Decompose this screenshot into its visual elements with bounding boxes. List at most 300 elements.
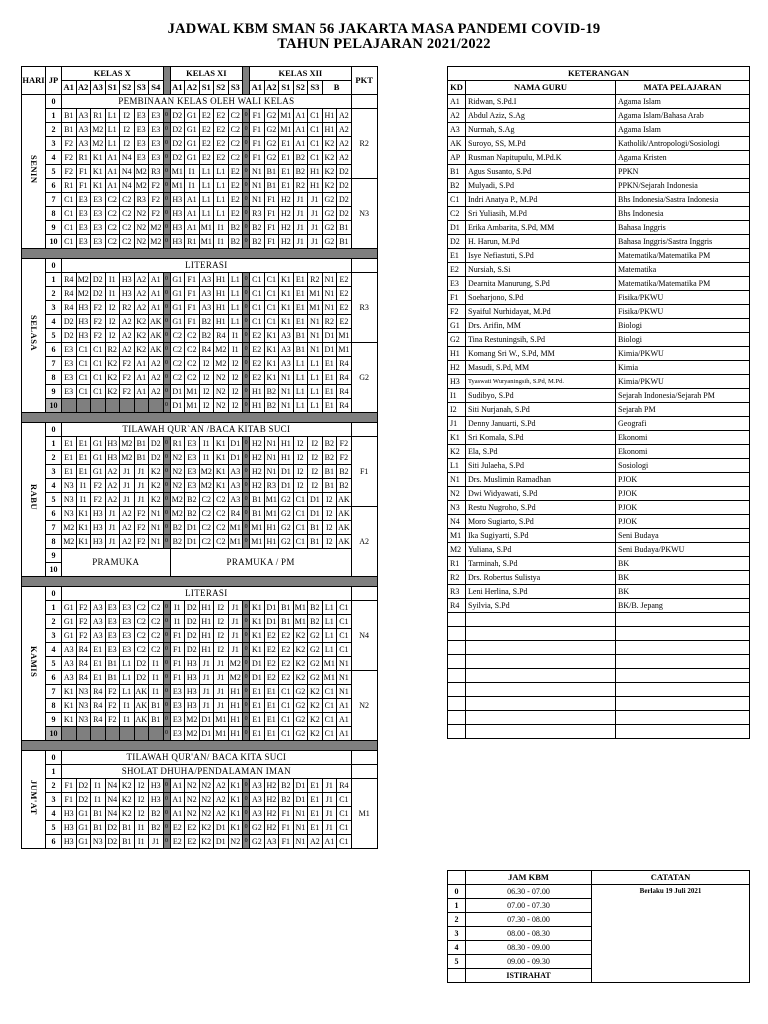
class-cell: C1 bbox=[279, 713, 294, 727]
jp-number: 1 bbox=[46, 273, 62, 287]
teacher-subject: Biologi bbox=[616, 333, 750, 347]
class-cell: C2 bbox=[105, 235, 120, 249]
sep-cell: 0 bbox=[163, 315, 170, 329]
class-cell: E3 bbox=[105, 643, 120, 657]
class-cell: N1 bbox=[149, 521, 164, 535]
schedule-row bbox=[22, 521, 378, 535]
teacher-code: H2 bbox=[448, 361, 466, 375]
empty-cell bbox=[448, 725, 466, 739]
teacher-subject: Ekonomi bbox=[616, 431, 750, 445]
jp-number: 3 bbox=[46, 137, 62, 151]
class-cell: N4 bbox=[105, 807, 120, 821]
class-cell: L1 bbox=[120, 657, 135, 671]
class-cell: C1 bbox=[308, 123, 323, 137]
class-cell: F1 bbox=[264, 207, 279, 221]
sep-cell: 0 bbox=[243, 179, 250, 193]
class-cell: E3 bbox=[76, 221, 91, 235]
class-cell: R4 bbox=[76, 657, 91, 671]
class-cell: H3 bbox=[62, 835, 77, 849]
empty-cell bbox=[448, 683, 466, 697]
class-cell: L1 bbox=[214, 207, 229, 221]
class-cell: J1 bbox=[149, 835, 164, 849]
schedule-row bbox=[22, 137, 378, 151]
teacher-row bbox=[448, 207, 750, 221]
teacher-table bbox=[447, 66, 750, 739]
class-cell: K2 bbox=[293, 643, 308, 657]
pkt-cell: N4 bbox=[351, 601, 377, 671]
empty-row bbox=[448, 697, 750, 711]
class-cell bbox=[62, 727, 77, 741]
class-cell: A2 bbox=[214, 779, 229, 793]
class-cell: B2 bbox=[308, 615, 323, 629]
teacher-code: N4 bbox=[448, 515, 466, 529]
class-cell: E1 bbox=[91, 643, 106, 657]
class-cell: C2 bbox=[134, 601, 149, 615]
class-cell: E3 bbox=[91, 221, 106, 235]
class-cell: K2 bbox=[322, 151, 337, 165]
class-cell: R4 bbox=[76, 671, 91, 685]
class-cell: F1 bbox=[170, 671, 185, 685]
class-cell: F2 bbox=[120, 357, 135, 371]
class-cell: R1 bbox=[76, 151, 91, 165]
class-cell: G1 bbox=[185, 151, 200, 165]
schedule-row bbox=[22, 451, 378, 465]
class-cell: J1 bbox=[214, 657, 229, 671]
class-cell: G2 bbox=[293, 699, 308, 713]
class-cell: K2 bbox=[134, 329, 149, 343]
teacher-code: J1 bbox=[448, 417, 466, 431]
empty-row bbox=[448, 669, 750, 683]
class-cell: H3 bbox=[76, 315, 91, 329]
class-cell: A3 bbox=[250, 807, 265, 821]
class-cell: L1 bbox=[293, 357, 308, 371]
schedule-row bbox=[22, 301, 378, 315]
teacher-row bbox=[448, 501, 750, 515]
sep-cell: 0 bbox=[163, 821, 170, 835]
class-cell: N1 bbox=[250, 165, 265, 179]
class-cell: F1 bbox=[264, 235, 279, 249]
class-cell: E1 bbox=[293, 315, 308, 329]
class-cell: N1 bbox=[337, 657, 352, 671]
class-cell: C1 bbox=[293, 507, 308, 521]
jp-number: 6 bbox=[46, 179, 62, 193]
class-cell: N4 bbox=[105, 779, 120, 793]
empty-cell bbox=[616, 725, 750, 739]
class-cell: H2 bbox=[279, 207, 294, 221]
class-cell: D2 bbox=[185, 629, 200, 643]
class-cell: D2 bbox=[149, 437, 164, 451]
class-cell: G1 bbox=[62, 601, 77, 615]
teacher-code: AP bbox=[448, 151, 466, 165]
class-cell: E2 bbox=[214, 151, 229, 165]
class-cell: H1 bbox=[322, 109, 337, 123]
class-cell: K2 bbox=[293, 657, 308, 671]
class-cell: K2 bbox=[322, 137, 337, 151]
class-cell: E2 bbox=[199, 137, 214, 151]
class-code-header: A1 bbox=[250, 81, 265, 95]
class-cell: B1 bbox=[293, 343, 308, 357]
day-name: RABU bbox=[29, 484, 39, 511]
separator-cell bbox=[22, 249, 378, 259]
class-cell: E1 bbox=[322, 371, 337, 385]
class-cell: G2 bbox=[250, 835, 265, 849]
class-cell: N1 bbox=[293, 821, 308, 835]
class-cell: G2 bbox=[279, 521, 294, 535]
pkt-cell: A2 bbox=[351, 507, 377, 577]
sep-cell: 0 bbox=[243, 371, 250, 385]
teacher-subject: Sejarah PM bbox=[616, 403, 750, 417]
schedule-row bbox=[22, 95, 378, 109]
teacher-code: E2 bbox=[448, 263, 466, 277]
class-cell: B1 bbox=[322, 465, 337, 479]
class-cell: G1 bbox=[76, 835, 91, 849]
teacher-row bbox=[448, 165, 750, 179]
istirahat-label: ISTIRAHAT bbox=[466, 969, 592, 983]
class-cell: D2 bbox=[105, 835, 120, 849]
class-cell: H3 bbox=[170, 207, 185, 221]
class-cell: A3 bbox=[250, 779, 265, 793]
class-cell: C1 bbox=[293, 535, 308, 549]
class-cell: H1 bbox=[214, 287, 229, 301]
schedule-row bbox=[22, 357, 378, 371]
empty-cell bbox=[448, 613, 466, 627]
jp-number: 10 bbox=[46, 563, 62, 577]
class-cell: A2 bbox=[134, 301, 149, 315]
class-cell: H3 bbox=[170, 235, 185, 249]
jam-header-row bbox=[448, 871, 750, 885]
class-cell: D1 bbox=[322, 343, 337, 357]
class-cell: C1 bbox=[293, 493, 308, 507]
teacher-subject: PPKN bbox=[616, 165, 750, 179]
empty-cell bbox=[616, 697, 750, 711]
class-cell: B2 bbox=[185, 507, 200, 521]
jp-number: 1 bbox=[46, 437, 62, 451]
class-cell: F1 bbox=[279, 835, 294, 849]
class-code-header: S1 bbox=[279, 81, 294, 95]
pkt-cell: N3 bbox=[351, 179, 377, 249]
class-cell: D1 bbox=[279, 479, 294, 493]
class-cell: N2 bbox=[185, 793, 200, 807]
class-cell: K2 bbox=[308, 727, 323, 741]
class-cell bbox=[76, 399, 91, 413]
class-cell: E2 bbox=[214, 137, 229, 151]
teacher-row bbox=[448, 417, 750, 431]
class-cell: M2 bbox=[214, 343, 229, 357]
jp-number: 4 bbox=[46, 315, 62, 329]
class-cell: C2 bbox=[228, 137, 243, 151]
schedule-row bbox=[22, 123, 378, 137]
class-cell: C1 bbox=[62, 235, 77, 249]
class-cell: E3 bbox=[76, 235, 91, 249]
document-title bbox=[0, 22, 768, 52]
class-cell: E2 bbox=[264, 671, 279, 685]
class-cell: E1 bbox=[293, 301, 308, 315]
empty-cell bbox=[466, 613, 616, 627]
activity-span: PEMBINAAN KELAS OLEH WALI KELAS bbox=[62, 95, 352, 109]
class-cell: I1 bbox=[214, 221, 229, 235]
schedule-row bbox=[22, 329, 378, 343]
sep-cell: 0 bbox=[243, 493, 250, 507]
empty-cell bbox=[616, 627, 750, 641]
class-cell: B2 bbox=[149, 821, 164, 835]
jp-number: 0 bbox=[46, 95, 62, 109]
sep-cell: 0 bbox=[243, 399, 250, 413]
jp-number: 6 bbox=[46, 343, 62, 357]
class-cell: E3 bbox=[120, 643, 135, 657]
sep-cell: 0 bbox=[163, 371, 170, 385]
schedule-row bbox=[22, 587, 378, 601]
class-cell: F2 bbox=[105, 699, 120, 713]
class-cell bbox=[120, 399, 135, 413]
class-cell: E2 bbox=[337, 287, 352, 301]
teacher-name: Indri Anatya P., M.Pd bbox=[466, 193, 616, 207]
teacher-row bbox=[448, 585, 750, 599]
class-cell: J1 bbox=[322, 807, 337, 821]
class-cell: E2 bbox=[228, 179, 243, 193]
class-cell: I2 bbox=[105, 301, 120, 315]
class-cell: B2 bbox=[293, 165, 308, 179]
schedule-row bbox=[22, 259, 378, 273]
class-cell: F1 bbox=[170, 643, 185, 657]
class-code-header: S3 bbox=[308, 81, 323, 95]
class-cell: M2 bbox=[199, 479, 214, 493]
class-cell: N1 bbox=[279, 399, 294, 413]
sep-cell: 0 bbox=[243, 329, 250, 343]
teacher-subject: PJOK bbox=[616, 515, 750, 529]
class-cell: M1 bbox=[214, 713, 229, 727]
sep-cell: 0 bbox=[163, 329, 170, 343]
sep-cell: 0 bbox=[243, 357, 250, 371]
class-cell: R1 bbox=[185, 235, 200, 249]
class-cell: L1 bbox=[199, 207, 214, 221]
class-cell bbox=[149, 399, 164, 413]
empty-row bbox=[448, 613, 750, 627]
class-cell: C2 bbox=[185, 371, 200, 385]
sep-cell: 0 bbox=[243, 713, 250, 727]
class-cell: E1 bbox=[91, 671, 106, 685]
sep-header bbox=[163, 67, 170, 95]
jp-number: 5 bbox=[46, 165, 62, 179]
teacher-row bbox=[448, 179, 750, 193]
class-cell: I2 bbox=[105, 329, 120, 343]
sep-cell: 0 bbox=[243, 207, 250, 221]
teacher-code: AK bbox=[448, 137, 466, 151]
class-cell: E2 bbox=[170, 821, 185, 835]
activity-span: LITERASI bbox=[62, 259, 352, 273]
class-cell: B1 bbox=[279, 601, 294, 615]
class-cell: M1 bbox=[264, 507, 279, 521]
sep-cell: 0 bbox=[243, 301, 250, 315]
activity-span: LITERASI bbox=[62, 587, 352, 601]
class-cell: G1 bbox=[170, 315, 185, 329]
class-cell: D2 bbox=[91, 273, 106, 287]
sep-cell: 0 bbox=[243, 273, 250, 287]
class-cell: K2 bbox=[134, 343, 149, 357]
class-cell: A2 bbox=[149, 371, 164, 385]
sep-cell: 0 bbox=[243, 629, 250, 643]
schedule-row bbox=[22, 193, 378, 207]
class-code-header: S2 bbox=[293, 81, 308, 95]
pkt-cell bbox=[351, 751, 377, 765]
class-cell: I2 bbox=[120, 109, 135, 123]
sep-cell: 0 bbox=[163, 273, 170, 287]
class-cell: F2 bbox=[134, 535, 149, 549]
class-cell: N1 bbox=[322, 273, 337, 287]
class-cell: A2 bbox=[337, 137, 352, 151]
class-cell: C1 bbox=[308, 151, 323, 165]
class-cell: C2 bbox=[228, 151, 243, 165]
teacher-subject: Ekonomi bbox=[616, 445, 750, 459]
sep-cell: 0 bbox=[163, 685, 170, 699]
class-cell: L1 bbox=[308, 357, 323, 371]
sep-cell: 0 bbox=[243, 193, 250, 207]
sep-cell: 0 bbox=[163, 207, 170, 221]
jp-number: 6 bbox=[46, 507, 62, 521]
teacher-name: Erika Ambarita, S.Pd, MM bbox=[466, 221, 616, 235]
sep-cell: 0 bbox=[163, 301, 170, 315]
class-cell: I2 bbox=[308, 437, 323, 451]
class-cell: M1 bbox=[293, 615, 308, 629]
class-cell: N3 bbox=[62, 507, 77, 521]
class-cell: N3 bbox=[62, 479, 77, 493]
class-cell: N1 bbox=[322, 287, 337, 301]
class-cell: D1 bbox=[308, 493, 323, 507]
class-cell: R4 bbox=[76, 643, 91, 657]
class-cell: F1 bbox=[62, 779, 77, 793]
jp-number: 9 bbox=[46, 549, 62, 563]
class-cell: F2 bbox=[337, 437, 352, 451]
sep-cell: 0 bbox=[163, 629, 170, 643]
class-cell: B2 bbox=[199, 329, 214, 343]
class-cell: A2 bbox=[120, 343, 135, 357]
class-cell: D2 bbox=[185, 601, 200, 615]
class-cell: L1 bbox=[308, 399, 323, 413]
teacher-code: M2 bbox=[448, 543, 466, 557]
empty-cell bbox=[448, 655, 466, 669]
class-cell: C1 bbox=[279, 699, 294, 713]
sep-cell: 0 bbox=[163, 615, 170, 629]
class-cell: I2 bbox=[214, 615, 229, 629]
class-cell: D2 bbox=[149, 451, 164, 465]
schedule-row bbox=[22, 221, 378, 235]
class-cell: E1 bbox=[279, 137, 294, 151]
class-cell: G2 bbox=[279, 493, 294, 507]
class-cell bbox=[105, 727, 120, 741]
teacher-code: R3 bbox=[448, 585, 466, 599]
class-cell: E1 bbox=[308, 807, 323, 821]
class-cell: K2 bbox=[293, 671, 308, 685]
teacher-subject: Bahasa Inggris/Sastra Inggris bbox=[616, 235, 750, 249]
class-cell: J1 bbox=[322, 821, 337, 835]
class-cell: B2 bbox=[322, 437, 337, 451]
class-cell: M1 bbox=[170, 165, 185, 179]
jam-time: 07.00 - 07.30 bbox=[466, 899, 592, 913]
class-cell bbox=[149, 727, 164, 741]
teacher-name: Ika Sugiyarti, S.Pd bbox=[466, 529, 616, 543]
class-cell: B2 bbox=[337, 479, 352, 493]
class-cell: H3 bbox=[120, 273, 135, 287]
class-cell: C2 bbox=[149, 629, 164, 643]
pkt-cell: N2 bbox=[351, 671, 377, 741]
class-cell: C2 bbox=[214, 507, 229, 521]
class-cell: D1 bbox=[170, 385, 185, 399]
class-cell: C1 bbox=[337, 615, 352, 629]
jp-number: 7 bbox=[46, 521, 62, 535]
teacher-row bbox=[448, 389, 750, 403]
class-cell: B1 bbox=[264, 179, 279, 193]
teacher-subject: PJOK bbox=[616, 501, 750, 515]
class-cell: J1 bbox=[120, 493, 135, 507]
class-cell: AK bbox=[149, 315, 164, 329]
sep-cell: 0 bbox=[163, 385, 170, 399]
class-cell: F2 bbox=[76, 601, 91, 615]
class-cell: H1 bbox=[279, 451, 294, 465]
class-cell: E1 bbox=[293, 287, 308, 301]
class-cell: L1 bbox=[228, 301, 243, 315]
sep-cell: 0 bbox=[243, 507, 250, 521]
teacher-code: R2 bbox=[448, 571, 466, 585]
class-cell: M1 bbox=[322, 671, 337, 685]
teacher-name: Nurmah, S.Ag bbox=[466, 123, 616, 137]
class-cell: C1 bbox=[337, 601, 352, 615]
teacher-subject: Fisika/PKWU bbox=[616, 291, 750, 305]
class-cell: C1 bbox=[337, 835, 352, 849]
sep-cell: 0 bbox=[243, 821, 250, 835]
class-cell: C1 bbox=[250, 287, 265, 301]
class-cell: A1 bbox=[149, 273, 164, 287]
class-cell: AK bbox=[149, 329, 164, 343]
teacher-name: Siti Nurjanah, S.Pd bbox=[466, 403, 616, 417]
class-cell: I2 bbox=[214, 601, 229, 615]
class-cell: C2 bbox=[199, 507, 214, 521]
class-cell: C2 bbox=[134, 643, 149, 657]
class-cell: K1 bbox=[228, 807, 243, 821]
jp-number: 8 bbox=[46, 207, 62, 221]
class-cell: D2 bbox=[134, 657, 149, 671]
class-cell: C1 bbox=[250, 273, 265, 287]
empty-row bbox=[448, 641, 750, 655]
sep-cell: 0 bbox=[243, 235, 250, 249]
class-cell: B2 bbox=[185, 493, 200, 507]
teacher-name: Siti Julaeha, S.Pd bbox=[466, 459, 616, 473]
teacher-row bbox=[448, 319, 750, 333]
class-cell: J1 bbox=[134, 493, 149, 507]
class-cell: D2 bbox=[170, 109, 185, 123]
sep-cell: 0 bbox=[243, 165, 250, 179]
class-cell: H2 bbox=[264, 821, 279, 835]
class-cell: R4 bbox=[91, 713, 106, 727]
teacher-row bbox=[448, 515, 750, 529]
teacher-name: Drs. Robertus Sulistya bbox=[466, 571, 616, 585]
jp-number: 10 bbox=[46, 727, 62, 741]
class-cell: B2 bbox=[264, 399, 279, 413]
class-cell: H1 bbox=[214, 315, 229, 329]
class-cell: J1 bbox=[120, 479, 135, 493]
class-cell: L1 bbox=[293, 385, 308, 399]
class-cell: E3 bbox=[105, 601, 120, 615]
class-cell: E2 bbox=[279, 643, 294, 657]
jp-number: 7 bbox=[46, 685, 62, 699]
class-cell: N2 bbox=[185, 779, 200, 793]
class-cell: A1 bbox=[337, 713, 352, 727]
teacher-name: Rusman Napitupulu, M.Pd.K bbox=[466, 151, 616, 165]
class-cell: I2 bbox=[308, 465, 323, 479]
class-cell: I1 bbox=[228, 343, 243, 357]
sep-cell: 0 bbox=[243, 521, 250, 535]
class-cell: N2 bbox=[199, 779, 214, 793]
class-code-header: A1 bbox=[170, 81, 185, 95]
class-cell: G2 bbox=[293, 713, 308, 727]
